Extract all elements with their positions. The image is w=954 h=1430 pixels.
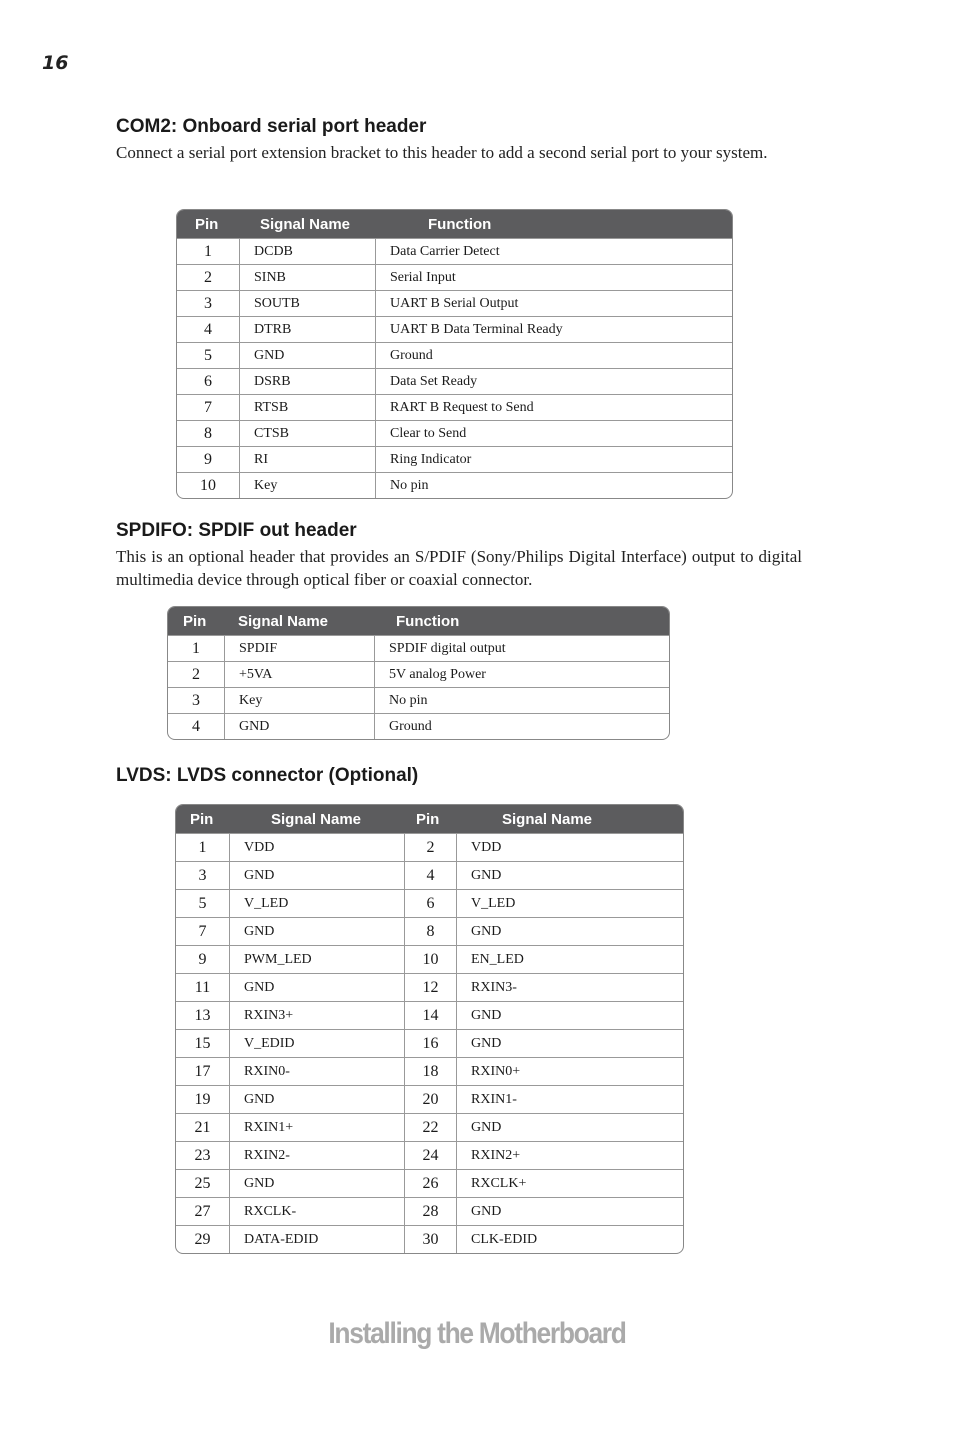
signal-name-cell: GND [456,1113,683,1141]
pin-cell: 5 [176,889,229,917]
pin-cell: 9 [176,945,229,973]
pin-cell: 19 [176,1085,229,1113]
signal-name-cell: RXIN1+ [229,1113,404,1141]
pin-cell: 20 [404,1085,456,1113]
header-signal-name: Signal Name [224,607,374,635]
signal-name-cell: V_LED [456,889,683,917]
spdif-table-body [168,635,669,739]
signal-name-cell: RI [239,446,375,472]
pin-cell: 13 [176,1001,229,1029]
table-row [168,635,669,661]
spdif-title: SPDIFO: SPDIF out header [116,520,357,541]
table-row [168,661,669,687]
signal-name-cell: VDD [229,833,404,861]
pin-cell: 14 [404,1001,456,1029]
pin-cell: 7 [176,917,229,945]
pin-cell: 21 [176,1113,229,1141]
table-row [176,917,683,945]
table-row [177,290,732,316]
function-cell: Serial Input [375,264,732,290]
table-row [176,1169,683,1197]
pin-cell: 17 [176,1057,229,1085]
function-cell: Clear to Send [375,420,732,446]
table-row [176,1029,683,1057]
lvds-title: LVDS: LVDS connector (Optional) [116,765,419,786]
signal-name-cell: +5VA [224,661,374,687]
header-signal-name: Signal Name [239,210,375,238]
pin-cell: 28 [404,1197,456,1225]
table-row [168,713,669,739]
pin-cell: 11 [176,973,229,1001]
lvds-pin-table [175,804,684,1254]
header-signal-name-2: Signal Name [456,805,683,833]
table-row [177,342,732,368]
pin-cell: 1 [176,833,229,861]
signal-name-cell: GND [229,1085,404,1113]
pin-cell: 8 [177,420,239,446]
signal-name-cell: DATA-EDID [229,1225,404,1253]
table-row [176,945,683,973]
pin-cell: 4 [177,316,239,342]
header-function: Function [374,607,669,635]
signal-name-cell: RXIN0+ [456,1057,683,1085]
signal-name-cell: DSRB [239,368,375,394]
table-row [177,446,732,472]
signal-name-cell: RTSB [239,394,375,420]
signal-name-cell: GND [229,1169,404,1197]
signal-name-cell: V_EDID [229,1029,404,1057]
signal-name-cell: DTRB [239,316,375,342]
spdif-pin-table [167,606,670,740]
function-cell: UART B Data Terminal Ready [375,316,732,342]
function-cell: Ring Indicator [375,446,732,472]
table-row [177,394,732,420]
pin-cell: 6 [404,889,456,917]
function-cell: UART B Serial Output [375,290,732,316]
page-number: 16 [42,52,69,74]
signal-name-cell: CTSB [239,420,375,446]
table-row [177,472,732,498]
header-pin: Pin [176,805,229,833]
signal-name-cell: GND [229,917,404,945]
header-function: Function [375,210,732,238]
pin-cell: 10 [404,945,456,973]
table-row [177,238,732,264]
pin-cell: 4 [404,861,456,889]
signal-name-cell: RXIN2+ [456,1141,683,1169]
signal-name-cell: GND [456,1197,683,1225]
pin-cell: 10 [177,472,239,498]
function-cell: Data Carrier Detect [375,238,732,264]
signal-name-cell: GND [239,342,375,368]
lvds-table-body [176,833,683,1253]
table-row [176,1085,683,1113]
signal-name-cell: RXIN1- [456,1085,683,1113]
table-row [176,1225,683,1253]
pin-cell: 12 [404,973,456,1001]
pin-cell: 22 [404,1113,456,1141]
table-row [176,1141,683,1169]
signal-name-cell: RXIN2- [229,1141,404,1169]
header-signal-name: Signal Name [229,805,404,833]
signal-name-cell: GND [229,861,404,889]
signal-name-cell: RXIN3- [456,973,683,1001]
signal-name-cell: Key [239,472,375,498]
signal-name-cell: GND [229,973,404,1001]
signal-name-cell: GND [456,917,683,945]
signal-name-cell: PWM_LED [229,945,404,973]
table-row [176,1197,683,1225]
pin-cell: 3 [176,861,229,889]
pin-cell: 4 [168,713,224,739]
signal-name-cell: V_LED [229,889,404,917]
pin-cell: 18 [404,1057,456,1085]
pin-cell: 27 [176,1197,229,1225]
table-row [177,368,732,394]
table-row [168,687,669,713]
table-row [176,1113,683,1141]
signal-name-cell: Key [224,687,374,713]
signal-name-cell: EN_LED [456,945,683,973]
table-row [177,264,732,290]
signal-name-cell: SPDIF [224,635,374,661]
spdif-description: This is an optional header that provides an S/PDIF (Sony/Philips Digital Interface) output to digital multimedia device through optical fiber or coaxial connector. [116,547,802,589]
com2-title: COM2: Onboard serial port header [116,116,427,137]
table-header-row [177,210,732,238]
signal-name-cell: RXCLK+ [456,1169,683,1197]
signal-name-cell: DCDB [239,238,375,264]
signal-name-cell: RXCLK- [229,1197,404,1225]
signal-name-cell: GND [456,1001,683,1029]
table-row [176,833,683,861]
signal-name-cell: SOUTB [239,290,375,316]
pin-cell: 26 [404,1169,456,1197]
table-row [176,861,683,889]
table-row [176,973,683,1001]
pin-cell: 29 [176,1225,229,1253]
signal-name-cell: VDD [456,833,683,861]
pin-cell: 8 [404,917,456,945]
pin-cell: 15 [176,1029,229,1057]
pin-cell: 2 [177,264,239,290]
pin-cell: 24 [404,1141,456,1169]
table-row [176,1001,683,1029]
signal-name-cell: RXIN3+ [229,1001,404,1029]
signal-name-cell: GND [224,713,374,739]
signal-name-cell: GND [456,861,683,889]
function-cell: Ground [375,342,732,368]
function-cell: Ground [374,713,669,739]
table-header-row [168,607,669,635]
pin-cell: 3 [177,290,239,316]
function-cell: Data Set Ready [375,368,732,394]
pin-cell: 16 [404,1029,456,1057]
pin-cell: 30 [404,1225,456,1253]
table-row [177,316,732,342]
pin-cell: 1 [168,635,224,661]
header-pin: Pin [168,607,224,635]
function-cell: RART B Request to Send [375,394,732,420]
pin-cell: 25 [176,1169,229,1197]
signal-name-cell: CLK-EDID [456,1225,683,1253]
chapter-footer: Installing the Motherboard [328,1317,626,1350]
pin-cell: 3 [168,687,224,713]
pin-cell: 6 [177,368,239,394]
signal-name-cell: SINB [239,264,375,290]
function-cell: SPDIF digital output [374,635,669,661]
function-cell: No pin [374,687,669,713]
pin-cell: 23 [176,1141,229,1169]
table-header-row [176,805,683,833]
com2-table-body [177,238,732,498]
table-row [176,1057,683,1085]
pin-cell: 9 [177,446,239,472]
com2-description: Connect a serial port extension bracket to this header to add a second serial port to your system. [116,143,768,162]
header-pin-2: Pin [404,805,456,833]
table-row [177,420,732,446]
pin-cell: 7 [177,394,239,420]
function-cell: No pin [375,472,732,498]
signal-name-cell: GND [456,1029,683,1057]
function-cell: 5V analog Power [374,661,669,687]
pin-cell: 1 [177,238,239,264]
com2-pin-table [176,209,733,499]
header-pin: Pin [177,210,239,238]
pin-cell: 2 [168,661,224,687]
signal-name-cell: RXIN0- [229,1057,404,1085]
pin-cell: 2 [404,833,456,861]
table-row [176,889,683,917]
pin-cell: 5 [177,342,239,368]
